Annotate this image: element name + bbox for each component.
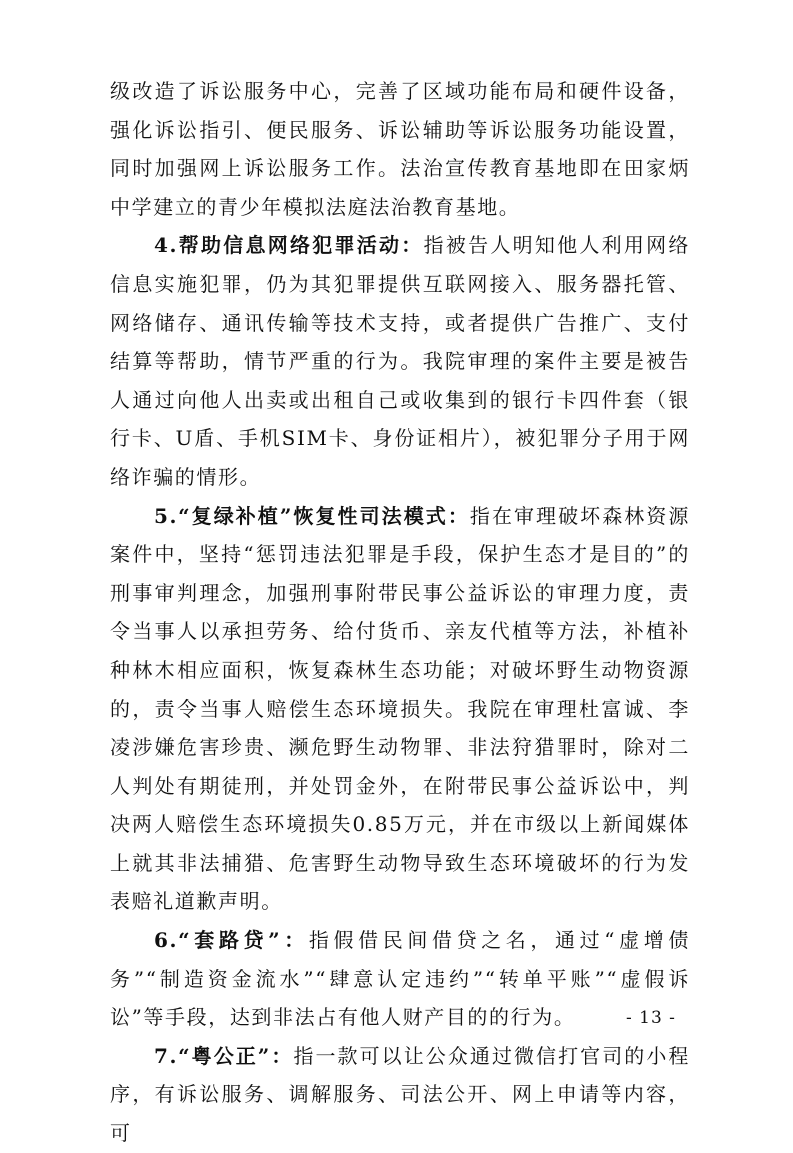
paragraph-term-5: [110, 497, 690, 922]
paragraph-text: 指被告人明知他人利用网络信息实施犯罪，仍为其犯罪提供互联网接入、服务器托管、网络储存、通讯传输等技术支持，或者提供广告推广、支付结算等帮助，情节严重的行为。我院审理的案件主要是被告人通过向他人出卖或出租自己或收集到的银行卡四件套（银行卡、U盾、手机SIM卡、身份证相片），被犯罪分子用于网络诈骗的情形。: [110, 233, 690, 489]
page-number: - 13 -: [626, 1008, 676, 1028]
term-heading: 4.帮助信息网络犯罪活动：: [154, 233, 424, 258]
paragraph-text: 指在审理破坏森林资源案件中，坚持“惩罚违法犯罪是手段，保护生态才是目的”的刑事审判理念，加强刑事附带民事公益诉讼的审理力度，责令当事人以承担劳务、给付货币、亲友代植等方法，补植补种林木相应面积，恢复森林生态功能；对破坏野生动物资源的，责令当事人赔偿生态环境损失。我院在审理杜富诚、李凌涉嫌危害珍贵、濒危野生动物罪、非法狩猎罪时，除对二人判处有期徒刑，并处罚金外，在附带民事公益诉讼中，判决两人赔偿生态环境损失0.85万元，并在市级以上新闻媒体上就其非法捕猎、危害野生动物导致生态环境破坏的行为发表赔礼道歉声明。: [110, 503, 690, 914]
term-heading: 5.“复绿补植”恢复性司法模式：: [154, 503, 470, 528]
body-text: [110, 72, 690, 1153]
term-heading: 7.“粤公正”：: [154, 1043, 294, 1068]
paragraph-term-7: [110, 1037, 690, 1153]
paragraph-text: 指一款可以让公众通过微信打官司的小程序，有诉讼服务、调解服务、司法公开、网上申请等内容，可: [110, 1043, 690, 1146]
paragraph-text: 指假借民间借贷之名，通过“虚增债务”“制造资金流水”“肆意认定违约”“转单平账”“虚假诉讼”等手段，达到非法占有他人财产目的的行为。: [110, 928, 690, 1030]
paragraph-term-6: [110, 921, 690, 1037]
paragraph-text: 级改造了诉讼服务中心，完善了区域功能布局和硬件设备，强化诉讼指引、便民服务、诉讼辅助等诉讼服务功能设置，同时加强网上诉讼服务工作。法治宣传教育基地即在田家炳中学建立的青少年模拟法庭法治教育基地。: [110, 79, 690, 219]
term-heading: 6.“套路贷”：: [154, 928, 309, 953]
paragraph-continuation: [110, 72, 690, 226]
paragraph-term-4: [110, 226, 690, 496]
